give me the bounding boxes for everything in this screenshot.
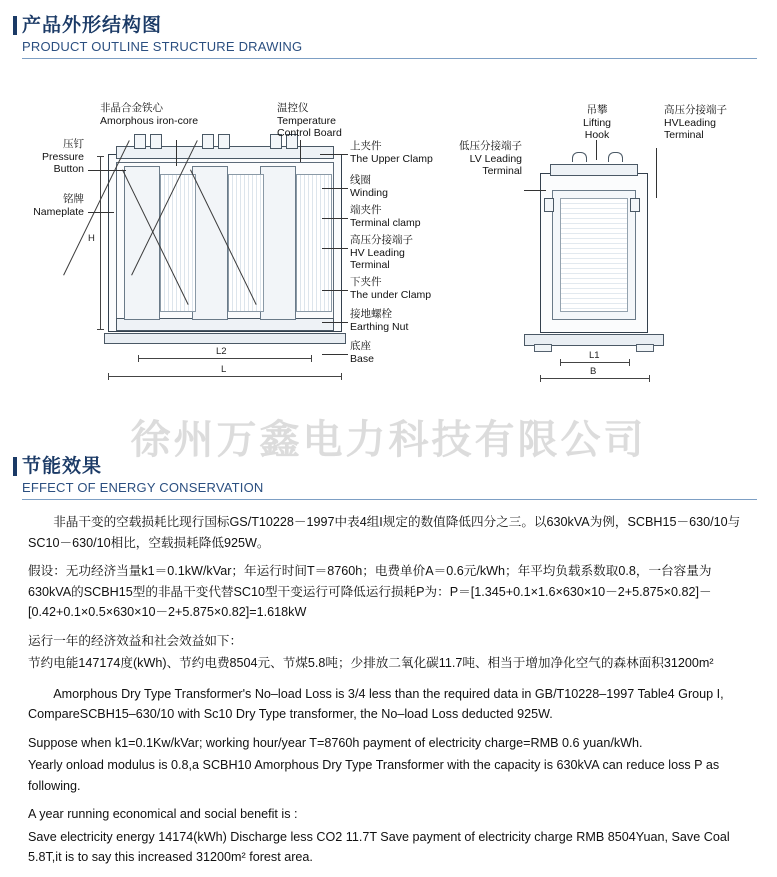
leader-hv-terminal <box>322 248 348 249</box>
core-column-3 <box>260 166 296 320</box>
base-shape <box>104 333 346 344</box>
core-column-2 <box>192 166 228 320</box>
label-upper-clamp: 上夹件 The Upper Clamp <box>350 140 433 165</box>
dimension-line-L1 <box>560 362 630 363</box>
label-temperature-control-board: 温控仪 Temperature Control Board <box>277 102 342 139</box>
leader-temp-board <box>300 140 301 162</box>
label-lifting-hook: 吊攀 Lifting Hook <box>582 104 612 141</box>
label-amorphous-iron-core: 非晶合金铁心 Amorphous iron-core <box>100 102 199 127</box>
dimension-label-H: H <box>88 233 95 244</box>
winding-coil-3 <box>296 174 332 312</box>
leader-earthing-nut <box>322 322 348 323</box>
terminal-top-1 <box>134 134 146 149</box>
leader-nameplate <box>88 212 114 213</box>
winding-coil-2 <box>228 174 264 312</box>
winding-coil-1 <box>160 174 196 312</box>
dimension-label-L: L <box>221 364 227 375</box>
dimension-line-L <box>108 376 342 377</box>
paragraph-cn-1: 非晶干变的空载损耗比现行国标GS/T10228－1997中表4组I规定的数值降低四分之三。以630kVA为例，SCBH15－630/10与SC10－630/10相比，空载损耗降低925W。 <box>28 515 741 550</box>
label-earthing-nut: 接地螺栓 Earthing Nut <box>350 308 409 333</box>
section-header-product <box>22 14 757 59</box>
leader-terminal-clamp <box>322 218 348 219</box>
paragraph-en-4: A year running economical and social benefit is : <box>28 807 298 821</box>
dimension-label-L2: L2 <box>216 346 227 357</box>
label-hv-leading-terminal-right: 高压分接端子 HVLeading Terminal <box>664 104 727 141</box>
label-nameplate: 铭牌 Nameplate <box>33 193 84 218</box>
leader-pressure-button <box>88 170 126 171</box>
core-column-1 <box>124 166 160 320</box>
side-view-foot-right <box>636 344 654 352</box>
leader-core <box>176 140 177 166</box>
side-view-foot-left <box>534 344 552 352</box>
paragraph-cn-2: 假设：无功经济当量k1＝0.1kW/kVar；年运行时间T＝8760h；电费单价A＝0.6元/kWh；年平均负载系数取0.8，一台容量为630kVA的SCBH15型的非晶干变代替SC10型干变运行可降低运行损耗P为：P＝[1.345+0.1×1.6×630×10－2+5.875×0.82]－[0.42+0.1×0.5×630×10－2+5.875×0.82]=1.618kW <box>28 564 712 619</box>
english-block <box>28 684 752 868</box>
section-title-en-2: EFFECT OF ENERGY CONSERVATION <box>22 480 264 495</box>
product-outline-drawing <box>0 78 777 438</box>
section-divider-2 <box>22 499 757 500</box>
leader-winding <box>322 188 348 189</box>
paragraph-en-3: Yearly onload modulus is 0.8,a SCBH10 Amorphous Dry Type Transformer with the capacity is 630kVA can reduce loss P as following. <box>28 758 720 793</box>
dimension-line-H <box>100 156 101 330</box>
terminal-top-3 <box>202 134 214 149</box>
paragraph-en-2: Suppose when k1=0.1Kw/kVar; working hour/year T=8760h payment of electricity charge=RMB 0.6 yuan/kWh. <box>28 735 643 750</box>
paragraph-en-1: Amorphous Dry Type Transformer's No–load Loss is 3/4 less than the required data in GB/T10228–1997 Table4 Group I, CompareSCBH15–630/10 with Sc10 Dry Type transformer, the No–load Loss deducted 925W. <box>28 686 724 721</box>
leader-base <box>322 354 348 355</box>
lifting-hook-shape-2 <box>608 152 623 162</box>
lv-terminal-shape <box>544 198 554 212</box>
company-watermark: 徐州万鑫电力科技有限公司 <box>130 418 647 462</box>
leader-under-clamp <box>322 290 348 291</box>
energy-conservation-text <box>28 512 752 876</box>
side-view-coil <box>560 198 628 312</box>
section-header-energy <box>22 455 757 500</box>
section-title-cn: 产品外形结构图 <box>22 15 163 36</box>
section-divider <box>22 58 757 59</box>
dimension-label-L1: L1 <box>589 350 600 361</box>
paragraph-en-5: Save electricity energy 14174(kWh) Discharge less CO2 11.7T Save payment of electricity charge RMB 8504Yuan, Save Coal 5.8T,it is to say this increased 31200m² forest area. <box>28 829 730 864</box>
leader-upper-clamp <box>320 154 348 155</box>
label-hv-leading-terminal: 高压分接端子 HV Leading Terminal <box>350 234 413 271</box>
heading-accent-bar <box>13 16 17 35</box>
dimension-line-L2 <box>138 358 312 359</box>
section-title-en: PRODUCT OUTLINE STRUCTURE DRAWING <box>22 39 303 54</box>
leader-lifting-hook <box>596 140 597 160</box>
label-winding: 线圈 Winding <box>350 174 388 199</box>
label-under-clamp: 下夹件 The under Clamp <box>350 276 432 301</box>
hv-terminal-shape <box>630 198 640 212</box>
side-view-top-clamp <box>550 164 638 176</box>
lifting-hook-shape-1 <box>572 152 587 162</box>
label-lv-leading-terminal: 低压分接端子 LV Leading Terminal <box>459 140 522 177</box>
terminal-top-2 <box>150 134 162 149</box>
label-base: 底座 Base <box>350 340 374 365</box>
label-pressure-button: 压钉 Pressure Button <box>41 138 84 175</box>
paragraph-cn-3: 运行一年的经济效益和社会效益如下： <box>28 633 243 648</box>
leader-lv-terminal <box>524 190 546 191</box>
section-title-cn-2: 节能效果 <box>22 456 103 477</box>
dimension-label-B: B <box>590 366 597 377</box>
heading-accent-bar-2 <box>13 457 17 476</box>
paragraph-cn-4: 节约电能147174度(kWh)、节约电费8504元、节煤5.8吨；少排放二氧化碳11.7吨、相当于增加净化空气的森林面积31200m² <box>28 656 714 670</box>
label-terminal-clamp: 端夹件 Terminal clamp <box>350 204 421 229</box>
dimension-line-B <box>540 378 650 379</box>
leader-hv-terminal-right <box>656 148 657 198</box>
terminal-top-4 <box>218 134 230 149</box>
